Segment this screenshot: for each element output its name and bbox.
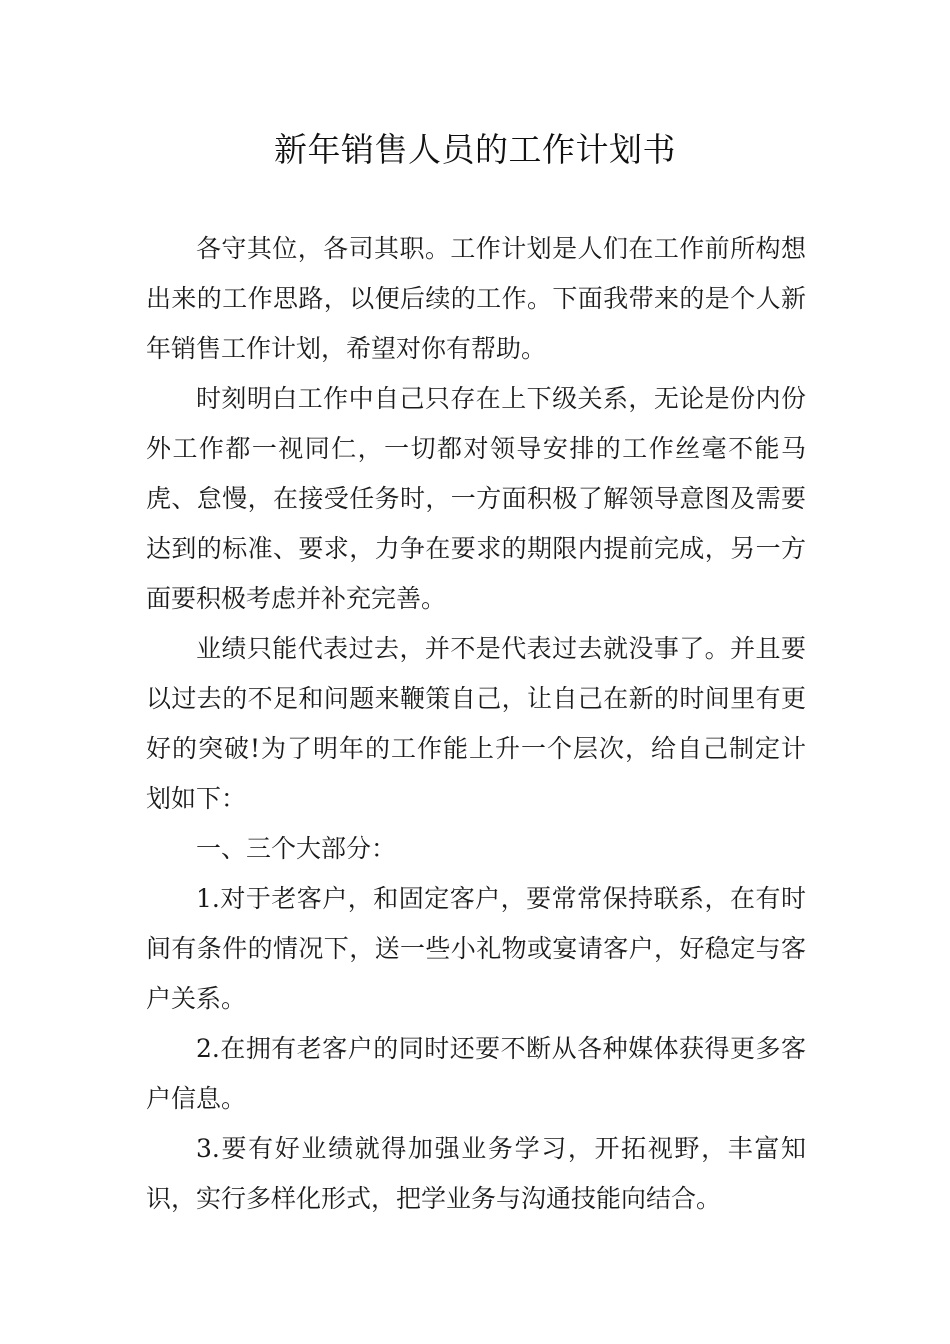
list-item: 1.对于老客户，和固定客户，要常常保持联系，在有时间有条件的情况下，送一些小礼物或宴请客户，好稳定与客户关系。 <box>146 884 806 1013</box>
list-item: 2.在拥有老客户的同时还要不断从各种媒体获得更多客户信息。 <box>146 1034 806 1113</box>
paragraph-intro: 各守其位，各司其职。工作计划是人们在工作前所构想出来的工作思路，以便后续的工作。下面我带来的是个人新年销售工作计划，希望对你有帮助。 <box>146 234 806 363</box>
section-heading: 一、三个大部分： <box>196 834 397 863</box>
paragraph-attitude: 时刻明白工作中自己只存在上下级关系，无论是份内份外工作都一视同仁，一切都对领导安排的工作丝毫不能马虎、怠慢，在接受任务时，一方面积极了解领导意图及需要达到的标准、要求，力争在要求的期限内提前完成，另一方面要积极考虑并补充完善。 <box>146 384 806 613</box>
list-item: 3.要有好业绩就得加强业务学习，开拓视野，丰富知识，实行多样化形式，把学业务与沟通技能向结合。 <box>146 1134 806 1213</box>
document-title: 新年销售人员的工作计划书 <box>274 130 676 169</box>
paragraph-goals: 业绩只能代表过去，并不是代表过去就没事了。并且要以过去的不足和问题来鞭策自己，让自己在新的时间里有更好的突破!为了明年的工作能上升一个层次，给自己制定计划如下： <box>146 634 806 813</box>
document-body <box>146 224 806 1224</box>
